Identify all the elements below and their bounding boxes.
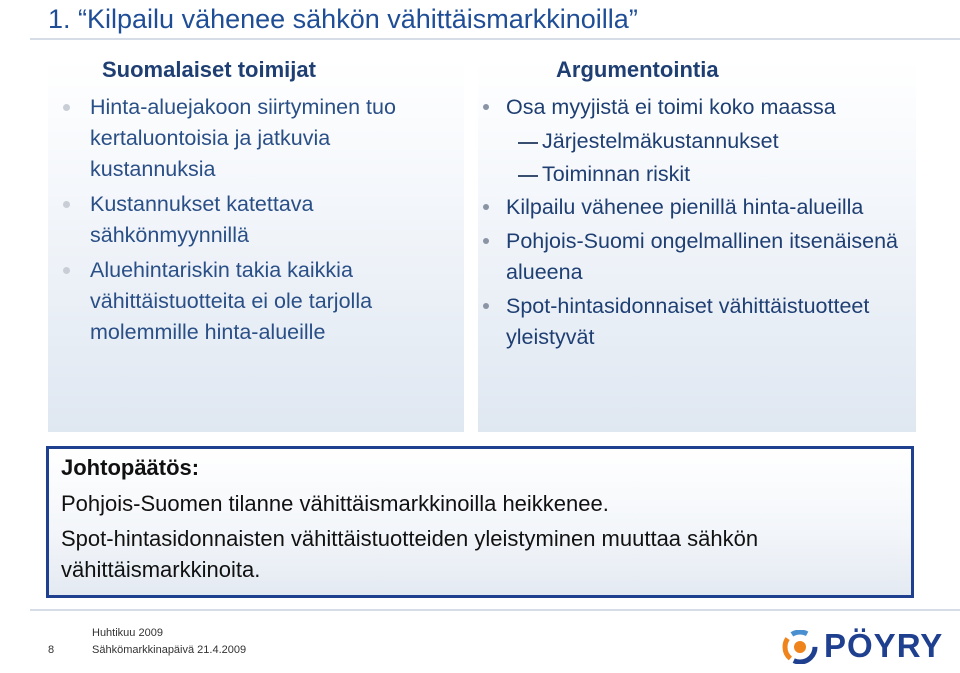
bullet-dot-icon bbox=[483, 104, 489, 110]
bullet-dot-icon bbox=[483, 303, 489, 309]
list-item-text: Spot-hintasidonnaiset vähittäistuotteet yleistyvät bbox=[506, 294, 870, 349]
list-item bbox=[506, 291, 916, 353]
list-item bbox=[90, 92, 460, 185]
bullet-dot-icon bbox=[63, 267, 70, 274]
slide-number: 8 bbox=[48, 644, 55, 656]
poyry-logo bbox=[782, 626, 952, 668]
conclusion-line: Pohjois-Suomen tilanne vähittäismarkkinoilla heikkenee. bbox=[61, 491, 609, 516]
list-item-text: Hinta-aluejakoon siirtyminen tuo kertaluontoisia ja jatkuvia kustannuksia bbox=[90, 95, 396, 181]
footer-date: Huhtikuu 2009 bbox=[92, 627, 163, 639]
list-item-text: Kustannukset katettava sähkönmyynnillä bbox=[90, 192, 314, 247]
dash-icon bbox=[518, 175, 538, 177]
bullet-dot-icon bbox=[63, 201, 70, 208]
conclusion-line: Spot-hintasidonnaisten vähittäistuotteiden yleistyminen muuttaa sähkön vähittäismarkkinoita. bbox=[61, 526, 759, 582]
list-item bbox=[506, 92, 916, 123]
poyry-swirl-logo-icon bbox=[782, 630, 818, 664]
right-bullet-list bbox=[506, 92, 916, 356]
footer-divider bbox=[30, 609, 960, 611]
list-item-text: Järjestelmäkustannukset bbox=[542, 129, 779, 153]
right-panel bbox=[478, 57, 916, 432]
conclusion-heading: Johtopäätös: bbox=[61, 455, 200, 480]
bullet-dot-icon bbox=[483, 238, 489, 244]
sub-list-item bbox=[506, 126, 916, 157]
slide-title: 1. “Kilpailu vähenee sähkön vähittäismarkkinoilla” bbox=[48, 4, 638, 34]
right-panel-heading: Argumentointia bbox=[556, 57, 719, 82]
bullet-dot-icon bbox=[483, 204, 489, 210]
sub-list-item bbox=[506, 159, 916, 190]
conclusion-box bbox=[46, 446, 914, 598]
bullet-dot-icon bbox=[63, 104, 70, 111]
list-item-text: Kilpailu vähenee pienillä hinta-alueilla bbox=[506, 195, 864, 219]
left-panel-heading: Suomalaiset toimijat bbox=[102, 57, 316, 82]
logo-text: PÖYRY bbox=[824, 627, 944, 664]
list-item bbox=[90, 189, 460, 251]
list-item-text: Pohjois-Suomi ongelmallinen itsenäisenä alueena bbox=[506, 229, 899, 284]
list-item-text: Aluehintariskin takia kaikkia vähittäistuotteita ei ole tarjolla molemmille hinta-alueille bbox=[90, 258, 373, 344]
list-item bbox=[506, 226, 916, 288]
list-item-text: Osa myyjistä ei toimi koko maassa bbox=[506, 95, 836, 119]
list-item-text: Toiminnan riskit bbox=[542, 162, 691, 186]
left-bullet-list bbox=[90, 92, 460, 352]
list-item bbox=[506, 192, 916, 223]
left-panel bbox=[48, 57, 464, 432]
list-item bbox=[90, 255, 460, 348]
title-divider bbox=[30, 38, 960, 40]
footer-event: Sähkömarkkinapäivä 21.4.2009 bbox=[92, 644, 247, 656]
dash-icon bbox=[518, 142, 538, 144]
conclusion-text bbox=[61, 488, 911, 589]
